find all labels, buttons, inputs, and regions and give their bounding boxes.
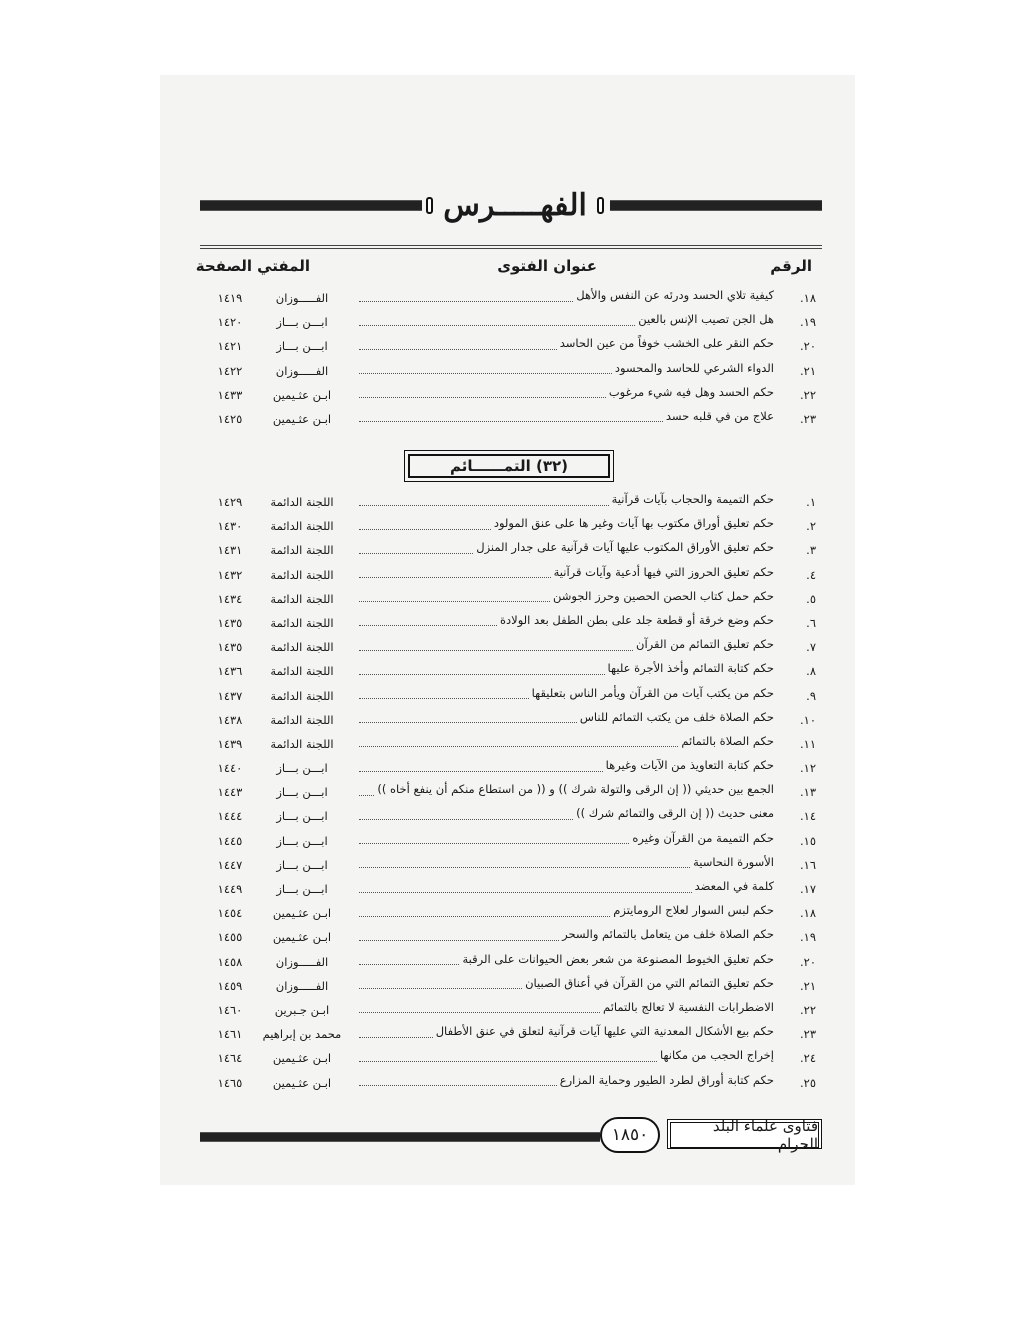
entry-page: ١٤٣١ [217,543,243,558]
entry-title-line [359,976,774,990]
entry-title: علاج من في قلبه حسد [663,409,774,423]
entry-title-line [359,409,774,423]
entry-page: ١٤٤٣ [217,785,243,800]
entry-mufti: ابـــن بـــاز [276,882,328,896]
entry-mufti: ابـن عثـيمين [272,1051,332,1066]
index-entry [200,514,822,538]
dot-leader [359,387,606,398]
entry-number: ٥. [806,591,816,606]
index-entry [200,974,822,998]
dot-leader [359,591,550,602]
book-title: فتاوى علماء البلد الحرام [670,1122,819,1148]
dot-leader [359,688,529,699]
entry-number: ٢٣. [799,411,816,426]
dot-leader [359,664,605,675]
entry-title-line [359,336,774,350]
entry-mufti: ابـــن بـــاز [276,339,328,354]
index-entry [200,587,822,611]
section-heading [404,450,614,482]
entry-title-line [359,637,774,651]
dot-leader [359,761,603,772]
entry-title-line [359,782,774,796]
entry-mufti: الفـــــوزان [275,363,329,378]
dot-leader [359,736,678,747]
section-title: (٣٢) التمــــــائم [408,454,610,478]
entry-page: ١٤٢٩ [217,495,243,509]
entry-number: ١٧. [799,882,816,896]
entry-page: ١٤٣٧ [217,688,243,703]
entry-title-line [359,831,774,845]
index-list-top [200,286,822,431]
entry-number: ٢١. [799,363,816,378]
entry-title: الجمع بين حديثي (( إن الرقى والتولة شرك )) و (( من استطاع منكم أن ينفع أخاه )) [374,782,774,796]
entry-title: إخراج الحجب من مكانها [657,1048,774,1062]
entry-mufti: ابـن عثـيمين [272,411,332,426]
entry-number: ١٩. [799,930,816,945]
entry-title: حكم تعليق التمائم من القرآن [633,637,774,651]
entry-title: حكم من يكتب آيات من القرآن ويأمر الناس بتعليقها [529,686,774,700]
dot-leader [359,495,609,506]
entry-page: ١٤٣٠ [217,519,243,534]
index-entry [200,659,822,683]
entry-mufti: اللجنة الدائمة [270,495,334,509]
dot-leader [359,1027,433,1038]
dot-leader [359,1075,557,1086]
entry-number: ٩. [806,688,816,703]
entry-number: ٤. [806,567,816,582]
index-entry [200,407,822,431]
dot-leader [359,906,610,917]
entry-page: ١٤٣٥ [217,615,243,630]
index-entry [200,1046,822,1070]
entry-mufti: ابـــن بـــاز [276,833,328,848]
index-list-bottom [200,490,822,1095]
entry-title-line [359,1000,774,1014]
header-bar-right [610,200,822,211]
entry-mufti: ابـن عثـيمين [272,387,332,402]
page-number: ١٨٥٠ [600,1117,660,1153]
dot-leader [359,291,573,302]
entry-page: ١٤٤٩ [217,882,243,896]
column-header-title: عنوان الفتوى [497,257,597,275]
entry-mufti: ابـــن بـــاز [276,315,328,330]
entry-mufti: محمد بن إبراهيم [262,1027,342,1042]
entry-number: ١٤. [799,809,816,824]
index-entry [200,853,822,877]
dot-leader [359,411,663,422]
index-entry [200,1022,822,1046]
dot-leader [359,543,473,554]
index-entry [200,334,822,358]
entry-page: ١٤٤٧ [217,857,243,872]
entry-mufti: الفـــــوزان [275,978,329,993]
entry-title: حكم كتابة التعاويذ من الآيات وغيرها [603,758,774,772]
index-entry [200,756,822,780]
entry-mufti: ابـــن بـــاز [276,761,328,776]
entry-title-line [359,927,774,941]
entry-title-line [359,879,774,893]
entry-mufti: ابـن عثـيمين [272,906,332,921]
entry-number: ٢٥. [799,1075,816,1090]
entry-page: ١٤٥٥ [217,930,243,945]
entry-title-line [359,686,774,700]
dot-leader [359,1051,657,1062]
entry-number: ٢٤. [799,1051,816,1066]
entry-title: حكم تعليق الخيوط المصنوعة من شعر بعض الحيوانات على الرقبة [459,952,774,966]
entry-title: معنى حديث (( إن الرقى والتمائم شرك )) [573,806,774,820]
entry-mufti: ابـن عثـيمين [272,1075,332,1090]
entry-title: الاضطرابات النفسية لا تعالج بالتمائم [600,1000,774,1014]
entry-mufti: اللجنة الدائمة [270,688,334,703]
entry-mufti: اللجنة الدائمة [270,615,334,630]
dot-leader [359,930,559,941]
entry-number: ٢٢. [799,1002,816,1017]
column-header-mufti: المفتي [257,257,310,275]
entry-mufti: الفـــــوزان [275,954,329,969]
entry-title: حكم التميمة من القرآن وغيره [629,831,774,845]
index-entry [200,877,822,901]
entry-title: حكم الحسد وهل فيه شيء مرغوب [606,385,774,399]
entry-title-line [359,1073,774,1087]
entry-title: حكم كتابة التمائم وأخذ الأجرة عليها [605,661,774,675]
entry-title: حكم النقر على الخشب خوفاً من عين الحاسد [557,336,774,350]
entry-page: ١٤٥٩ [217,978,243,993]
entry-page: ١٤١٩ [217,291,243,305]
entry-title-line [359,661,774,675]
entry-number: ١١. [799,736,816,751]
index-entry [200,490,822,514]
entry-page: ١٤٣٤ [217,591,243,606]
entry-page: ١٤٥٨ [217,954,243,969]
entry-title-line [359,613,774,627]
dot-leader [359,978,522,989]
index-entry [200,538,822,562]
dot-leader [359,857,690,868]
entry-title-line [359,903,774,917]
index-entry [200,829,822,853]
entry-title: حكم لبس السوار لعلاج الرومايتزم [610,903,774,917]
entry-number: ١٦. [799,857,816,872]
dot-leader [359,1002,600,1013]
entry-page: ١٤٣٦ [217,664,243,679]
entry-mufti: اللجنة الدائمة [270,712,334,727]
index-entry [200,359,822,383]
entry-title-line [359,1024,774,1038]
index-entry [200,901,822,925]
entry-title: حكم التميمة والحجاب بآيات قرآنية [609,492,774,506]
dot-leader [359,363,612,374]
entry-title-line [359,855,774,869]
entry-page: ١٤٢٥ [217,411,243,426]
index-entry [200,286,822,310]
index-entry [200,998,822,1022]
entry-mufti: ابـــن بـــاز [276,857,328,872]
entry-number: ٢. [806,519,816,534]
entry-page: ١٤٦٥ [217,1075,243,1090]
entry-page: ١٤٢١ [217,339,243,354]
entry-number: ٢٢. [799,387,816,402]
entry-number: ٢١. [799,978,816,993]
index-entry [200,611,822,635]
entry-page: ١٤٣٢ [217,567,243,582]
entry-number: ١٨. [799,291,816,305]
entry-title-line [359,565,774,579]
dot-leader [359,339,557,350]
entry-title: كلمة في المعضد [692,879,774,893]
dot-leader [359,809,573,820]
entry-mufti: ابـــن بـــاز [276,809,328,824]
index-entry [200,310,822,334]
entry-mufti: اللجنة الدائمة [270,543,334,558]
index-entry [200,780,822,804]
entry-title-line [359,589,774,603]
entry-number: ٦. [806,615,816,630]
entry-mufti: الفـــــوزان [275,291,329,305]
entry-number: ١٨. [799,906,816,921]
index-entry [200,383,822,407]
entry-title: كيفية تلاي الحسد ودرئه عن النفس والأهل [573,288,774,302]
entry-title-line [359,952,774,966]
page-title-group [426,187,604,223]
column-header-number: الرقم [770,257,812,275]
index-entry [200,1071,822,1095]
dot-leader [359,833,629,844]
entry-number: ٢٣. [799,1027,816,1042]
dot-leader [359,785,374,796]
entry-page: ١٤٣٥ [217,640,243,655]
entry-title-line [359,1048,774,1062]
entry-title: حكم وضع خرقة أو قطعة جلد على بطن الطفل بعد الولادة [497,613,774,627]
entry-mufti: اللجنة الدائمة [270,664,334,679]
footer-bar [200,1132,600,1142]
entry-number: ١٢. [799,761,816,776]
book-title-box [667,1117,822,1153]
entry-title: حكم تعليق التمائم التي من القرآن في أعناق الصبيان [522,976,774,990]
entry-title-line [359,385,774,399]
entry-title-line [359,516,774,530]
entry-mufti: اللجنة الدائمة [270,567,334,582]
dot-leader [359,615,497,626]
index-entry [200,950,822,974]
entry-page: ١٤٣٨ [217,712,243,727]
entry-page: ١٤٣٩ [217,736,243,751]
dot-leader [359,712,577,723]
dot-leader [359,954,459,965]
index-entry [200,925,822,949]
index-entry [200,563,822,587]
entry-title: حكم تعليق الأوراق المكتوب عليها آيات قرآنية على جدار المنزل [473,540,774,554]
entry-number: ١٠. [799,712,816,727]
entry-title-line [359,540,774,554]
header-rule [200,245,822,246]
entry-page: ١٤٦٠ [217,1002,243,1017]
entry-title-line [359,361,774,375]
title-box-icon [426,197,433,214]
entry-number: ٢٠. [799,339,816,354]
entry-title-line [359,806,774,820]
entry-title-line [359,758,774,772]
index-entry [200,708,822,732]
entry-title: حكم الصلاة بالتمائم [678,734,774,748]
entry-page: ١٤٥٤ [217,906,243,921]
entry-page: ١٤٦٤ [217,1051,243,1066]
dot-leader [359,567,551,578]
entry-title: حكم تعليق الحروز التي فيها أدعية وآيات قرآنية [551,565,774,579]
entry-title: الدواء الشرعي للحاسد والمحسود [612,361,774,375]
entry-title-line [359,312,774,326]
entry-number: ٣. [806,543,816,558]
page-title: الفهـــــرس [443,187,587,223]
entry-mufti: ابـن عثـيمين [272,930,332,945]
entry-title: حكم تعليق أوراق مكتوب بها آيات وغير ها على عنق المولود [491,516,774,530]
entry-title: الأسورة النحاسية [690,855,774,869]
title-box-icon [597,197,604,214]
entry-page: ١٤٤٠ [217,761,243,776]
entry-title: هل الجن تصيب الإنس بالعين [635,312,774,326]
entry-mufti: اللجنة الدائمة [270,736,334,751]
entry-number: ٢٠. [799,954,816,969]
entry-page: ١٤٤٤ [217,809,243,824]
entry-page: ١٤٢٢ [217,363,243,378]
entry-number: ٨. [806,664,816,679]
entry-number: ١. [806,495,816,509]
entry-title: حكم حمل كتاب الحصن الحصين وحرز الجوشن [550,589,774,603]
dot-leader [359,519,491,530]
entry-page: ١٤٤٥ [217,833,243,848]
entry-page: ١٤٣٣ [217,387,243,402]
index-entry [200,684,822,708]
entry-title: حكم الصلاة خلف من يكتب التمائم للناس [577,710,774,724]
entry-title-line [359,288,774,302]
dot-leader [359,640,633,651]
entry-title: حكم الصلاة خلف من يتعامل بالتمائم والسحر [559,927,774,941]
dot-leader [359,882,692,893]
index-entry [200,804,822,828]
index-entry [200,732,822,756]
index-entry [200,635,822,659]
entry-number: ١٥. [799,833,816,848]
entry-title: حكم بيع الأشكال المعدنية التي عليها آيات قرآنية لتعلق في عنق الأطفال [433,1024,774,1038]
header-bar-left [200,200,422,211]
entry-page: ١٤٦١ [217,1027,243,1042]
column-header-page: الصفحة [195,257,252,275]
entry-number: ١٩. [799,315,816,330]
dot-leader [359,315,635,326]
entry-mufti: اللجنة الدائمة [270,519,334,534]
entry-title-line [359,734,774,748]
header-rule [200,248,822,249]
entry-page: ١٤٢٠ [217,315,243,330]
entry-mufti: اللجنة الدائمة [270,640,334,655]
index-page [195,185,822,1160]
column-headers [195,253,822,279]
entry-title-line [359,710,774,724]
entry-number: ٧. [806,640,816,655]
entry-title-line [359,492,774,506]
entry-mufti: اللجنة الدائمة [270,591,334,606]
entry-mufti: ابـن جـبرين [274,1002,330,1017]
page-header [200,185,822,225]
entry-number: ١٣. [799,785,816,800]
page-footer [200,1115,822,1155]
entry-title: حكم كتابة أوراق لطرد الطيور وحماية المزارع [557,1073,774,1087]
entry-mufti: ابـــن بـــاز [276,785,328,800]
